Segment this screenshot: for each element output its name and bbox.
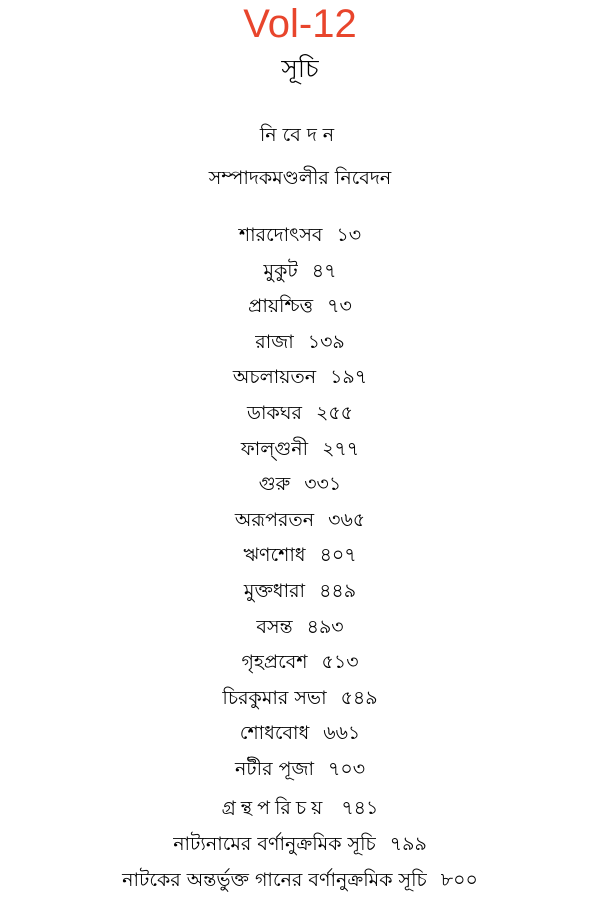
entry-title: মুকুট: [263, 259, 298, 282]
entry-title: ডাকঘর: [247, 401, 302, 424]
toc-entry[interactable]: [0, 538, 600, 574]
entry-page-number: ৪০৭: [319, 544, 357, 567]
volume-label: Vol-12: [243, 2, 357, 46]
toc-entry[interactable]: [0, 396, 600, 432]
editors-preface-entry[interactable]: সম্পাদকমণ্ডলীর নিবেদন: [208, 167, 392, 189]
entry-title: ফাল্গুনী: [240, 437, 309, 460]
entry-title: ঋণশোধ: [243, 544, 306, 567]
entry-page-number: ৩৬৫: [328, 508, 366, 531]
toc-entry[interactable]: [0, 752, 600, 788]
entry-page-number: ৬৬১: [323, 722, 361, 745]
toc-entry[interactable]: [0, 289, 600, 325]
entry-title: অরূপরতন: [234, 508, 315, 531]
entry-title: মুক্তধারা: [243, 579, 306, 602]
entry-page-number: ৭৪১: [341, 797, 379, 819]
entry-page-number: ৫১৩: [321, 651, 359, 674]
entry-page-number: ১৩: [336, 224, 362, 246]
contents-list: [0, 218, 600, 788]
entry-title: নাটকের অন্তর্ভুক্ত গানের বর্ণানুক্রমিক সূচি: [122, 869, 427, 891]
entry-page-number: ৮০০: [440, 869, 478, 891]
toc-entry[interactable]: [0, 645, 600, 681]
entry-title: গ্রন্থপরিচয়: [221, 797, 328, 819]
appendix-entry[interactable]: [0, 826, 600, 862]
entry-title: বসন্ত: [256, 615, 293, 638]
toc-entry[interactable]: [0, 218, 600, 254]
entry-title: অচলায়তন: [232, 366, 317, 389]
entry-page-number: ৫৪৯: [340, 686, 378, 709]
toc-entry[interactable]: [0, 574, 600, 610]
appendix-entry[interactable]: [0, 790, 600, 826]
entry-page-number: ৪৯৩: [306, 615, 344, 638]
entry-page-number: ৩৩১: [304, 473, 342, 496]
entry-title: শোধবোধ: [239, 722, 310, 745]
entry-title: নটীর পূজা: [234, 757, 314, 780]
entry-page-number: ৪৪৯: [319, 579, 357, 602]
entry-page-number: ২৫৫: [315, 401, 353, 424]
entry-page-number: ৪৭: [311, 259, 337, 282]
entry-title: গৃহপ্রবেশ: [241, 651, 308, 674]
entry-title: প্রায়শ্চিত্ত: [248, 295, 314, 318]
entry-title: শারদোৎসব: [238, 224, 323, 246]
entry-title: নাট্যনামের বর্ণানুক্রমিক সূচি: [173, 833, 376, 855]
entry-title: রাজা: [255, 330, 294, 353]
entry-page-number: ৭৩: [327, 295, 352, 318]
appendix-list: [0, 790, 600, 898]
entry-page-number: ৭৯৯: [389, 833, 427, 855]
toc-entry[interactable]: [0, 681, 600, 717]
entry-title: চিরকুমার সভা: [222, 686, 327, 709]
entry-page-number: ১৩৯: [307, 330, 345, 353]
appendix-entry[interactable]: [0, 862, 600, 898]
toc-entry[interactable]: [0, 716, 600, 752]
toc-entry[interactable]: [0, 360, 600, 396]
entry-page-number: ৭০৩: [327, 757, 366, 780]
preface-entry[interactable]: নিবেদন: [259, 124, 341, 146]
toc-entry[interactable]: [0, 432, 600, 468]
toc-entry[interactable]: [0, 325, 600, 361]
entry-page-number: ১৯৭: [330, 366, 368, 389]
toc-entry[interactable]: [0, 610, 600, 646]
contents-heading: সূচি: [281, 54, 319, 83]
toc-entry[interactable]: [0, 503, 600, 539]
toc-entry[interactable]: [0, 467, 600, 503]
entry-title: গুরু: [258, 473, 291, 496]
entry-page-number: ২৭৭: [322, 437, 360, 460]
toc-entry[interactable]: [0, 254, 600, 290]
